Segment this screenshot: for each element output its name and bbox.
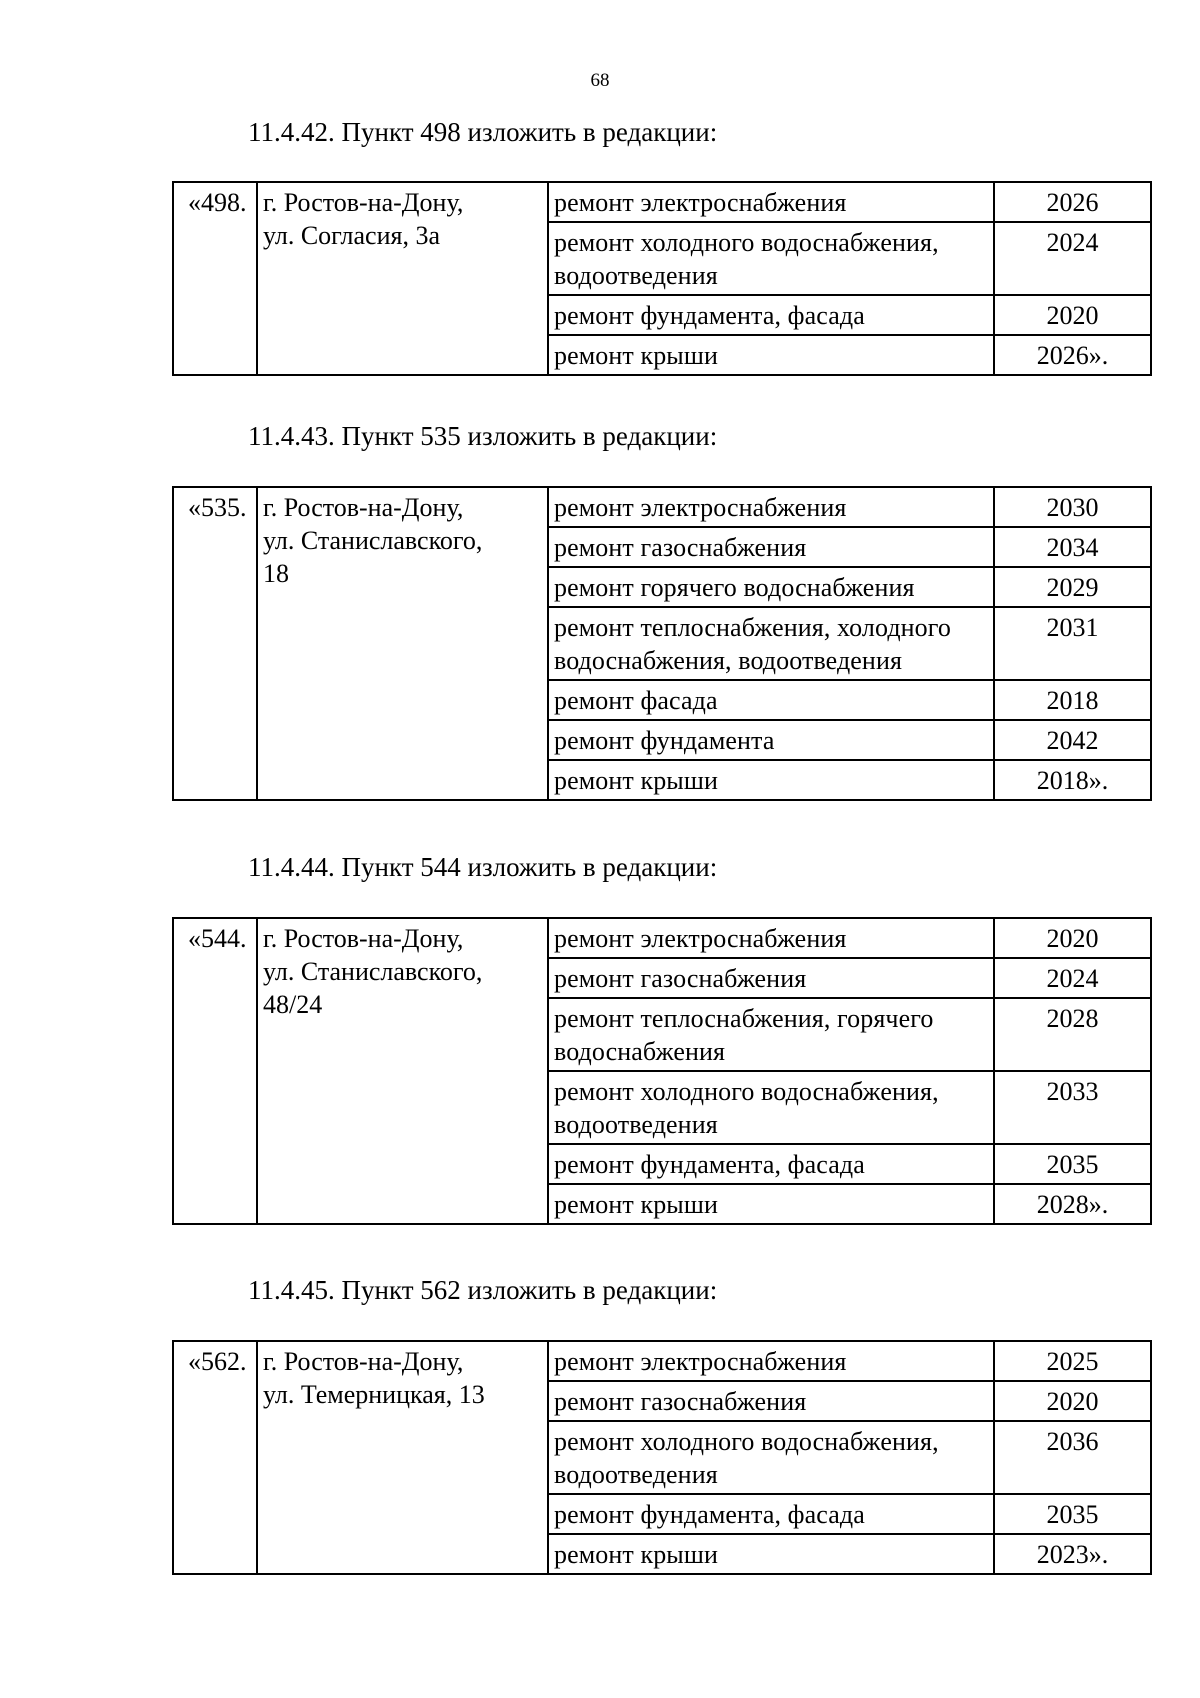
amendment-table xyxy=(172,181,1152,376)
work-type: ремонт холодного водоснабжения, водоотведения xyxy=(548,1071,994,1144)
section-heading: 11.4.42. Пункт 498 изложить в редакции: xyxy=(248,117,718,147)
address-street: ул. Станиславского, xyxy=(263,526,483,555)
work-year: 2033 xyxy=(994,1071,1151,1144)
table-row xyxy=(173,1341,1151,1381)
work-type: ремонт фундамента, фасада xyxy=(548,1144,994,1184)
work-type: ремонт крыши xyxy=(548,1184,994,1224)
section-heading: 11.4.43. Пункт 535 изложить в редакции: xyxy=(248,421,718,451)
address-city: г. Ростов-на-Дону, xyxy=(263,188,464,217)
work-year: 2026 xyxy=(994,182,1151,222)
table-row xyxy=(173,918,1151,958)
table-row xyxy=(173,182,1151,222)
work-year: 2028». xyxy=(994,1184,1151,1224)
work-type: ремонт теплоснабжения, горячего водоснабжения xyxy=(548,998,994,1071)
amendment-table xyxy=(172,486,1152,801)
work-year: 2035 xyxy=(994,1144,1151,1184)
work-type: ремонт электроснабжения xyxy=(548,1341,994,1381)
work-type: ремонт электроснабжения xyxy=(548,487,994,527)
work-type: ремонт фасада xyxy=(548,680,994,720)
work-type: ремонт холодного водоснабжения, водоотведения xyxy=(548,1421,994,1494)
item-number: «535. xyxy=(173,487,257,800)
work-year: 2028 xyxy=(994,998,1151,1071)
work-type: ремонт теплоснабжения, холодного водоснабжения, водоотведения xyxy=(548,607,994,680)
address-street: ул. Согласия, 3а xyxy=(263,221,440,250)
work-type: ремонт газоснабжения xyxy=(548,958,994,998)
work-year: 2034 xyxy=(994,527,1151,567)
amendment-table xyxy=(172,917,1152,1225)
address-cell xyxy=(257,1341,548,1574)
work-year: 2042 xyxy=(994,720,1151,760)
section-heading: 11.4.44. Пункт 544 изложить в редакции: xyxy=(248,852,718,882)
work-year: 2025 xyxy=(994,1341,1151,1381)
address-house: 18 xyxy=(263,559,289,588)
work-year: 2036 xyxy=(994,1421,1151,1494)
address-cell xyxy=(257,918,548,1224)
work-year: 2023». xyxy=(994,1534,1151,1574)
amendment-table xyxy=(172,1340,1152,1575)
address-cell xyxy=(257,182,548,375)
work-year: 2026». xyxy=(994,335,1151,375)
work-year: 2031 xyxy=(994,607,1151,680)
work-type: ремонт фундамента, фасада xyxy=(548,1494,994,1534)
work-year: 2024 xyxy=(994,222,1151,295)
work-year: 2020 xyxy=(994,295,1151,335)
item-number: «498. xyxy=(173,182,257,375)
address-street: ул. Темерницкая, 13 xyxy=(263,1380,485,1409)
work-year: 2018». xyxy=(994,760,1151,800)
address-street: ул. Станиславского, xyxy=(263,957,483,986)
work-type: ремонт фундамента xyxy=(548,720,994,760)
address-city: г. Ростов-на-Дону, xyxy=(263,1347,464,1376)
work-type: ремонт газоснабжения xyxy=(548,1381,994,1421)
address-city: г. Ростов-на-Дону, xyxy=(263,493,464,522)
work-type: ремонт крыши xyxy=(548,760,994,800)
work-year: 2020 xyxy=(994,918,1151,958)
work-year: 2030 xyxy=(994,487,1151,527)
work-type: ремонт холодного водоснабжения, водоотведения xyxy=(548,222,994,295)
page-number: 68 xyxy=(590,70,610,91)
section-heading: 11.4.45. Пункт 562 изложить в редакции: xyxy=(248,1275,718,1305)
work-type: ремонт крыши xyxy=(548,335,994,375)
address-cell xyxy=(257,487,548,800)
work-type: ремонт электроснабжения xyxy=(548,918,994,958)
work-year: 2018 xyxy=(994,680,1151,720)
work-type: ремонт электроснабжения xyxy=(548,182,994,222)
work-type: ремонт крыши xyxy=(548,1534,994,1574)
item-number: «562. xyxy=(173,1341,257,1574)
work-year: 2035 xyxy=(994,1494,1151,1534)
work-type: ремонт горячего водоснабжения xyxy=(548,567,994,607)
work-type: ремонт газоснабжения xyxy=(548,527,994,567)
table-row xyxy=(173,487,1151,527)
item-number: «544. xyxy=(173,918,257,1224)
address-house: 48/24 xyxy=(263,990,323,1019)
address-city: г. Ростов-на-Дону, xyxy=(263,924,464,953)
work-type: ремонт фундамента, фасада xyxy=(548,295,994,335)
work-year: 2029 xyxy=(994,567,1151,607)
work-year: 2020 xyxy=(994,1381,1151,1421)
work-year: 2024 xyxy=(994,958,1151,998)
